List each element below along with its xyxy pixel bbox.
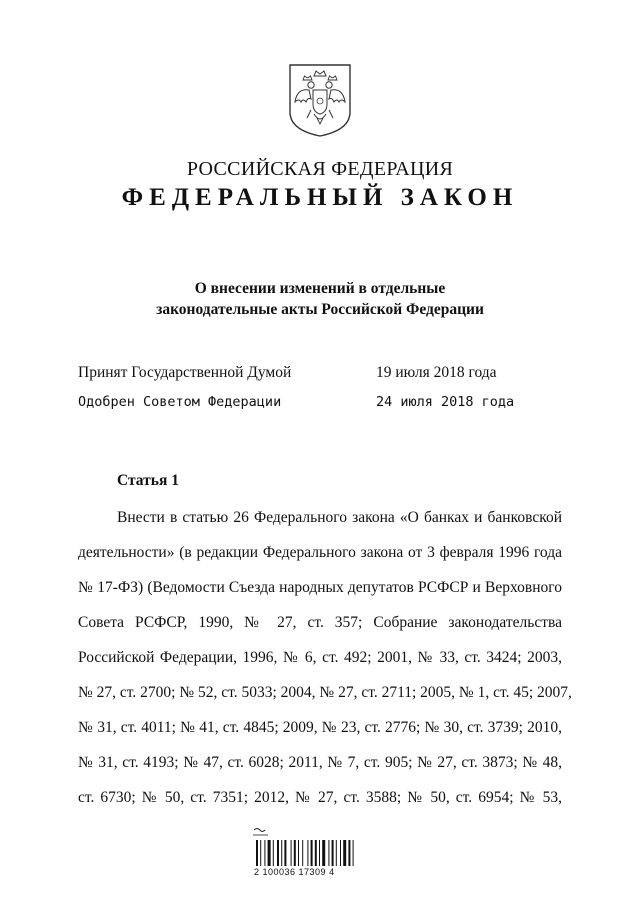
article-line: Совета РСФСР, 1990, № 27, ст. 357; Собрание законодательства [78,614,562,631]
council-approval-date: 24 июля 2018 года [376,394,515,410]
article-line: Внести в статью 26 Федерального закона «О банках и банковской [117,509,562,526]
law-type-heading: ФЕДЕРАЛЬНЫЙ ЗАКОН [121,184,519,211]
document-barcode [252,826,392,886]
article-body [78,505,572,820]
article-line: Российской Федерации, 1996, № 6, ст. 492; 2001, № 33, ст. 3424; 2003, [78,649,562,666]
barcode-number: 2 100036 17309 4 [254,867,335,877]
law-title [0,278,640,320]
article-line: деятельности» (в редакции Федерального закона от 3 февраля 1996 года [78,544,562,561]
article-line: № 31, ст. 4011; № 41, ст. 4845; 2009, № 23, ст. 2776; № 30, ст. 3739; 2010, [78,719,562,736]
article-line: ст. 6730; № 50, ст. 7351; 2012, № 27, ст. 3588; № 50, ст. 6954; № 53, [78,789,562,806]
barcode-icon [252,826,392,868]
article-line: № 27, ст. 2700; № 52, ст. 5033; 2004, № 27, ст. 2711; 2005, № 1, ст. 45; 2007, [78,684,572,701]
council-approval-label: Одобрен Советом Федерации [78,394,282,410]
law-title-line-2: законодательные акты Российской Федерации [156,301,484,318]
law-title-line-1: О внесении изменений в отдельные [194,280,446,297]
article-line: № 17-ФЗ) (Ведомости Съезда народных депутатов РСФСР и Верховного [78,579,562,596]
duma-adoption-date: 19 июля 2018 года [376,364,497,381]
country-name: РОССИЙСКАЯ ФЕДЕРАЦИЯ [186,158,454,180]
duma-adoption-label: Принят Государственной Думой [78,364,292,381]
article-line: № 31, ст. 4193; № 47, ст. 6028; 2011, № 7, ст. 905; № 27, ст. 3873; № 48, [78,754,562,771]
russian-coat-of-arms-icon [287,62,353,138]
article-heading: Статья 1 [117,472,179,489]
